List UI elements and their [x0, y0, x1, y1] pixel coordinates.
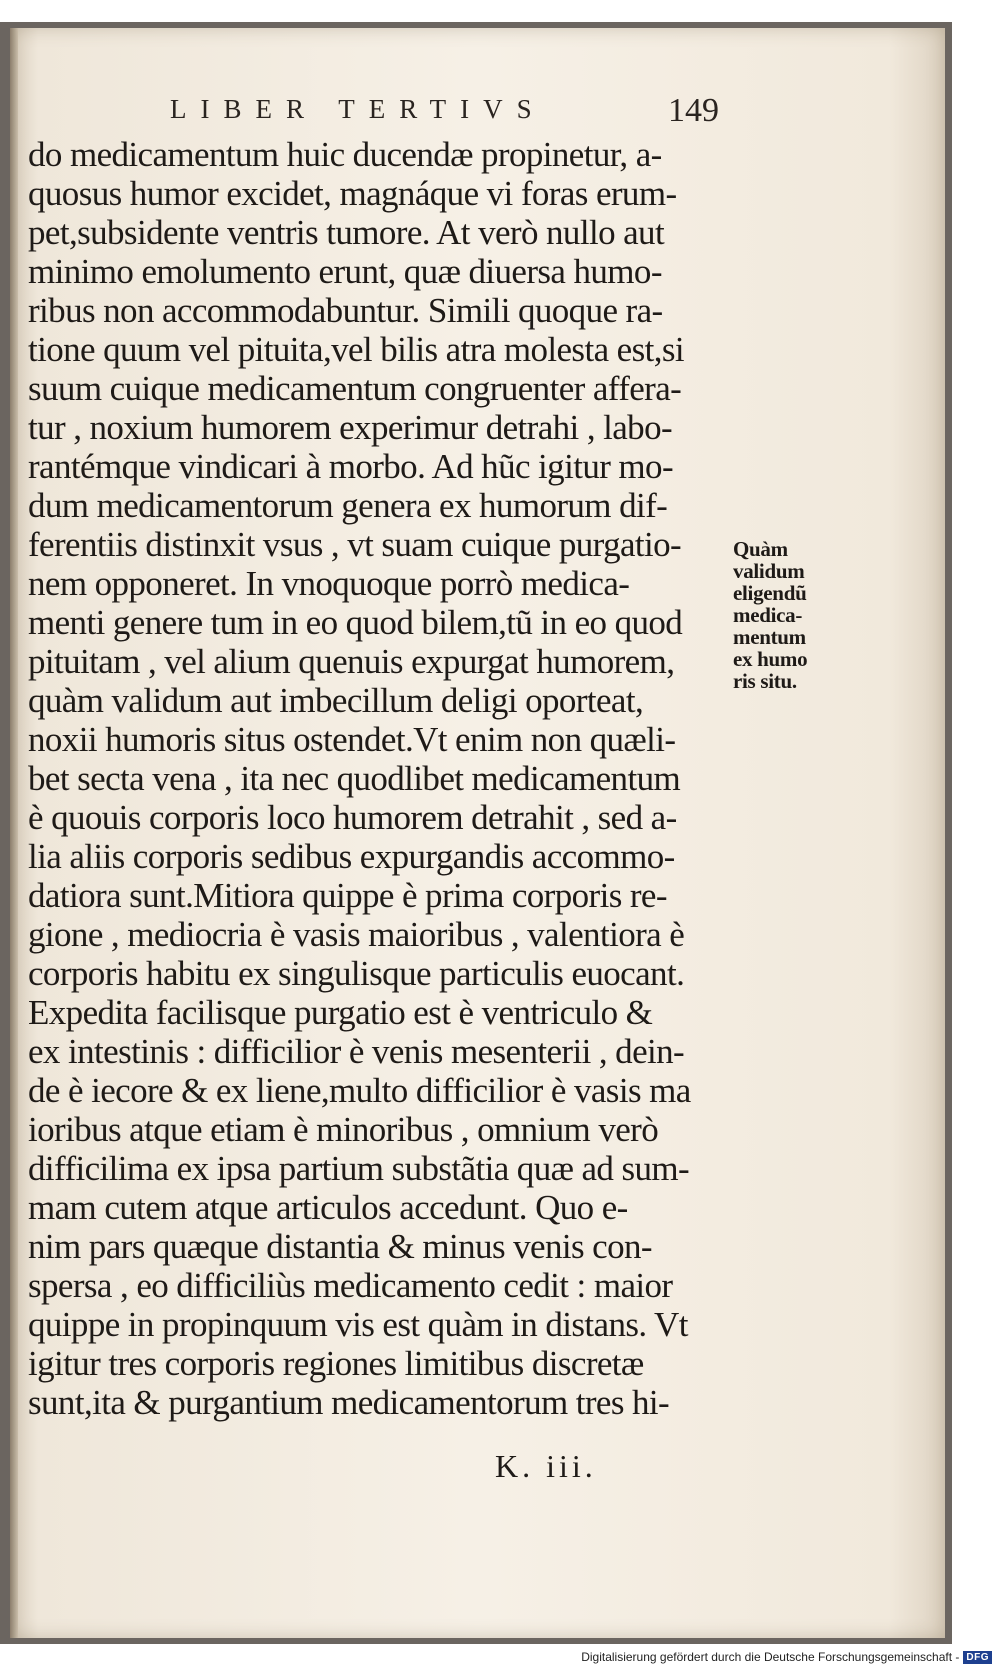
marginal-note	[733, 538, 833, 692]
text-line: igitur tres corporis regiones limitibus discretæ	[28, 1344, 644, 1383]
text-line: quàm validum aut imbecillum deligi oporteat,	[28, 681, 644, 720]
text-line: rantémque vindicari à morbo. Ad hũc igitur mo-	[28, 447, 674, 486]
text-line: corporis habitu ex singulisque particulis euocant.	[28, 954, 685, 993]
text-line: bet secta vena , ita nec quodlibet medicamentum	[28, 759, 681, 798]
text-line: lia aliis corporis sedibus expurgandis accommo-	[28, 837, 675, 876]
text-line: dum medicamentorum genera ex humorum dif-	[28, 486, 668, 525]
text-line: nem opponeret. In vnoquoque porrò medica-	[28, 564, 630, 603]
text-line: minimo emolumento erunt, quæ diuersa humo-	[28, 252, 662, 291]
text-line: spersa , eo difficiliùs medicamento cedit : maior	[28, 1266, 673, 1305]
text-line: datiora sunt.Mitiora quippe è prima corporis re-	[28, 876, 667, 915]
page-gutter-edge	[10, 28, 18, 1638]
text-line: sunt,ita & purgantium medicamentorum tres hi-	[28, 1383, 670, 1422]
credit-text: Digitalisierung gefördert durch die Deutsche Forschungsgemeinschaft -	[581, 1650, 960, 1664]
page-number: 149	[668, 92, 719, 129]
text-line: ex intestinis : difficilior è venis mesenterii , dein-	[28, 1032, 685, 1071]
margin-note-line: Quàm	[733, 537, 788, 561]
text-line: quippe in propinquum vis est quàm in distans. Vt	[28, 1305, 688, 1344]
margin-note-line: mentum	[733, 625, 806, 649]
body-text	[28, 135, 740, 1422]
margin-note-line: ris situ.	[733, 669, 797, 693]
margin-note-line: ex humo	[733, 647, 808, 671]
margin-note-line: validum	[733, 559, 805, 583]
running-head: LIBER TERTIVS	[170, 94, 546, 124]
text-line: menti genere tum in eo quod bilem,tũ in eo quod	[28, 603, 683, 642]
text-line: de è iecore & ex liene,multo difficilior è vasis ma	[28, 1071, 691, 1110]
signature-mark: K. iii.	[495, 1448, 597, 1484]
text-line: suum cuique medicamentum congruenter affera-	[28, 369, 682, 408]
text-line: mam cutem atque articulos accedunt. Quo e-	[28, 1188, 628, 1227]
text-line: tur , noxium humorem experimur detrahi , labo-	[28, 408, 673, 447]
text-line: pituitam , vel alium quenuis expurgat humorem,	[28, 642, 675, 681]
text-line: ioribus atque etiam è minoribus , omnium verò	[28, 1110, 659, 1149]
margin-note-line: eligendũ	[733, 581, 807, 605]
digitization-credit	[581, 1650, 992, 1664]
text-line: pet,subsidente ventris tumore. At verò nullo aut	[28, 213, 665, 252]
dfg-logo: DFG	[963, 1651, 992, 1664]
text-line: noxii humoris situs ostendet.Vt enim non quæli-	[28, 720, 676, 759]
text-line: nim pars quæque distantia & minus venis con-	[28, 1227, 652, 1266]
text-line: do medicamentum huic ducendæ propinetur, a-	[28, 135, 662, 174]
text-line: è quouis corporis loco humorem detrahit , sed a-	[28, 798, 677, 837]
text-line: tione quum vel pituita,vel bilis atra molesta est,si	[28, 330, 685, 369]
text-line: Expedita facilisque purgatio est è ventriculo &	[28, 993, 653, 1032]
margin-note-line: medica-	[733, 603, 803, 627]
text-line: ferentiis distinxit vsus , vt suam cuique purgatio-	[28, 525, 682, 564]
text-line: difficilima ex ipsa partium substãtia quæ ad sum-	[28, 1149, 690, 1188]
text-line: gione , mediocria è vasis maioribus , valentiora è	[28, 915, 685, 954]
text-line: quosus humor excidet, magnáque vi foras erum-	[28, 174, 677, 213]
text-line: ribus non accommodabuntur. Simili quoque ra-	[28, 291, 663, 330]
